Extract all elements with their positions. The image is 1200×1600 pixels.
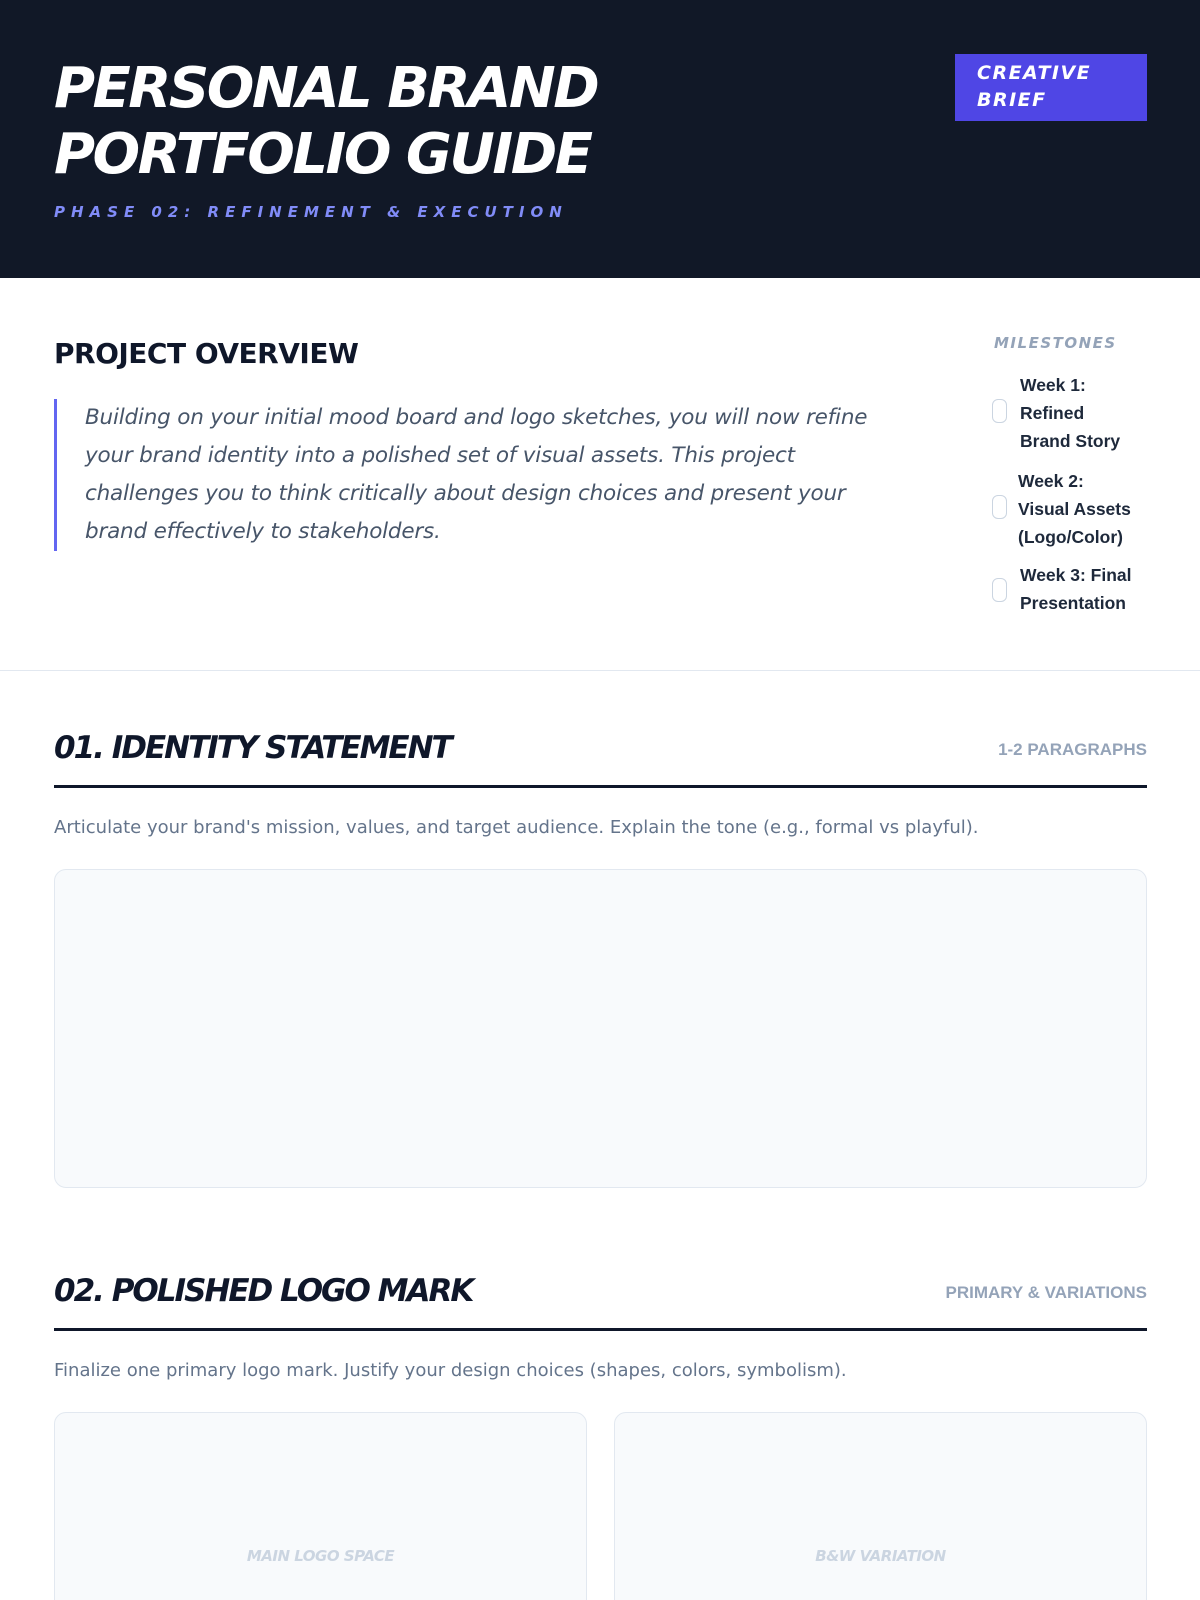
- title-line-2: PORTFOLIO GUIDE: [54, 122, 591, 187]
- title-line-1: PERSONAL BRAND: [54, 56, 598, 121]
- main-logo-box-label: MAIN LOGO SPACE: [246, 1547, 395, 1565]
- milestone-label: [1020, 561, 1170, 617]
- milestone-checkbox[interactable]: [992, 578, 1007, 602]
- milestone-line: Refined: [1020, 403, 1085, 423]
- milestone-line: Visual Assets: [1018, 499, 1131, 519]
- section-description-logo: Finalize one primary logo mark. Justify your design choices (shapes, colors, symbolism).: [54, 1360, 847, 1381]
- overview-quote: [54, 399, 914, 551]
- badge-line-2: BRIEF: [977, 89, 1047, 111]
- section-title-identity: 01. IDENTITY STATEMENT: [54, 730, 451, 766]
- milestone-line: (Logo/Color): [1018, 527, 1123, 547]
- header-banner: [0, 0, 1200, 278]
- milestone-label: [1020, 371, 1170, 455]
- milestone-checkbox[interactable]: [992, 495, 1007, 519]
- milestone-line: Week 3: Final: [1020, 565, 1132, 585]
- page-subtitle: PHASE 02: REFINEMENT & EXECUTION: [54, 203, 568, 221]
- creative-brief-badge: [955, 54, 1147, 121]
- milestone-line: Presentation: [1020, 593, 1126, 613]
- bw-variation-box[interactable]: [614, 1412, 1147, 1600]
- section-meta-logo: PRIMARY & VARIATIONS: [945, 1283, 1147, 1302]
- page-title: [54, 56, 814, 188]
- section-description-identity: Articulate your brand's mission, values, and target audience. Explain the tone (e.g., formal vs playful).: [54, 817, 979, 838]
- milestone-checkbox[interactable]: [992, 399, 1007, 423]
- overview-line: Building on your initial mood board and logo sketches, you will now refine: [85, 405, 868, 430]
- overview-heading: PROJECT OVERVIEW: [54, 337, 359, 370]
- section-meta-identity: 1-2 PARAGRAPHS: [998, 740, 1147, 759]
- section-rule: [54, 785, 1147, 788]
- section-divider: [0, 670, 1200, 671]
- overview-line: challenges you to think critically about design choices and present your: [85, 481, 846, 506]
- milestone-label: [1018, 467, 1168, 551]
- section-title-logo: 02. POLISHED LOGO MARK: [54, 1273, 473, 1309]
- overview-line: your brand identity into a polished set of visual assets. This project: [85, 443, 795, 468]
- section-rule: [54, 1328, 1147, 1331]
- overview-line: brand effectively to stakeholders.: [85, 519, 441, 544]
- milestone-line: Week 1:: [1020, 375, 1086, 395]
- bw-variation-box-label: B&W VARIATION: [815, 1547, 946, 1565]
- milestones-heading: MILESTONES: [994, 334, 1117, 352]
- milestone-line: Week 2:: [1018, 471, 1084, 491]
- identity-statement-input-box[interactable]: [54, 869, 1147, 1188]
- main-logo-box[interactable]: [54, 1412, 587, 1600]
- badge-line-1: CREATIVE: [977, 62, 1092, 84]
- milestone-line: Brand Story: [1020, 431, 1121, 451]
